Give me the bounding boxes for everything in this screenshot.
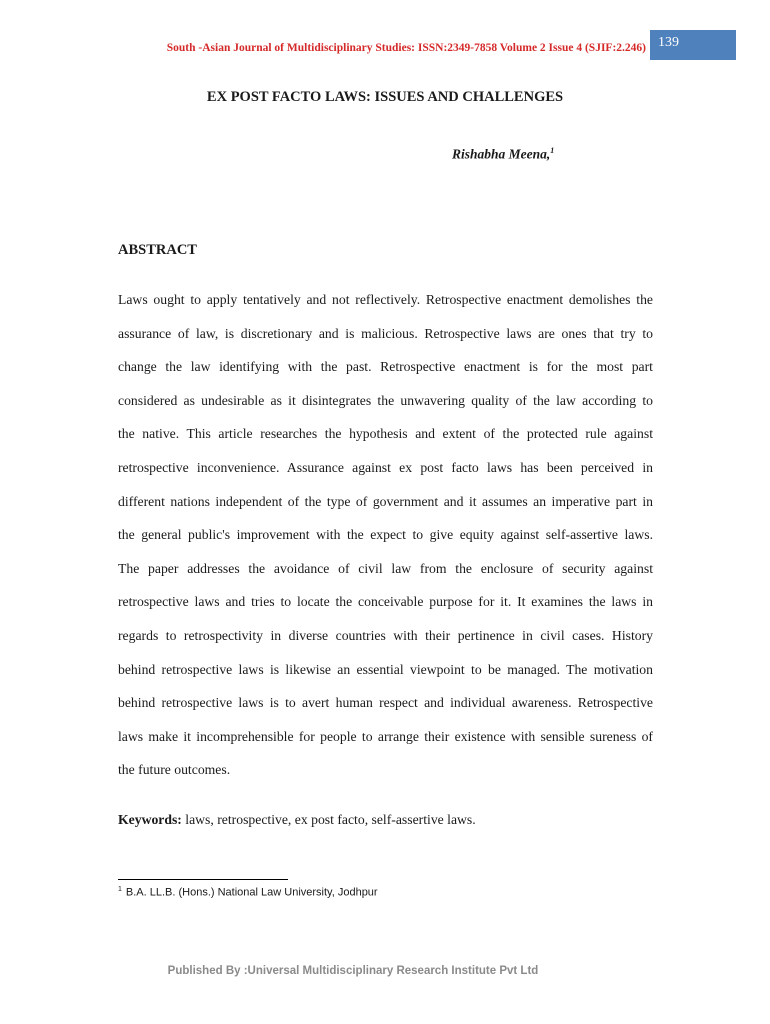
abstract-line: the native. This article researches the hypothesis and extent of the protected rule against bbox=[118, 426, 653, 442]
abstract-line: the general public's improvement with the expect to give equity against self-assertive laws. bbox=[118, 527, 653, 543]
abstract-line: retrospective laws and tries to locate the conceivable purpose for it. It examines the laws in bbox=[118, 594, 653, 610]
abstract-line: The paper addresses the avoidance of civil law from the enclosure of security against bbox=[118, 560, 653, 576]
footnote bbox=[118, 886, 378, 899]
keywords-line bbox=[118, 812, 476, 828]
article-title: EX POST FACTO LAWS: ISSUES AND CHALLENGES bbox=[206, 89, 564, 105]
abstract-line: the future outcomes. bbox=[118, 762, 231, 778]
footnote-marker: 1 bbox=[118, 886, 122, 893]
abstract-line: Laws ought to apply tentatively and not reflectively. Retrospective enactment demolishes the bbox=[118, 292, 653, 307]
author-name: Rishabha Meena, bbox=[452, 146, 551, 162]
abstract-line: considered as undesirable as it disintegrates the unwavering quality of the law according to bbox=[118, 392, 653, 408]
abstract-line: regards to retrospectivity in diverse countries with their pertinence in civil cases. History bbox=[118, 627, 653, 643]
page-number: 139 bbox=[658, 35, 679, 50]
abstract-line: behind retrospective laws is likewise an essential viewpoint to be managed. The motivation bbox=[118, 661, 653, 677]
footnote-divider bbox=[118, 879, 288, 880]
abstract-line: different nations independent of the type of government and it assumes an imperative part in bbox=[118, 493, 653, 509]
keywords-label: Keywords: bbox=[118, 812, 182, 827]
page-number-box bbox=[650, 30, 736, 60]
abstract-line: laws make it incomprehensible for people to arrange their existence with sensible sureness of bbox=[118, 728, 653, 744]
author-footnote-marker: 1 bbox=[550, 146, 555, 155]
keywords-text: laws, retrospective, ex post facto, self-assertive laws. bbox=[181, 812, 476, 827]
journal-header: South -Asian Journal of Multidisciplinary Studies: ISSN:2349-7858 Volume 2 Issue 4 (SJIF:2.246) bbox=[166, 42, 646, 54]
author-line bbox=[452, 146, 554, 163]
abstract-line: assurance of law, is discretionary and is malicious. Retrospective laws are ones that try to bbox=[118, 325, 653, 341]
publisher-footer: Published By :Universal Multidisciplinary Research Institute Pvt Ltd bbox=[167, 965, 539, 977]
footnote-text: B.A. LL.B. (Hons.) National Law University, Jodhpur bbox=[125, 886, 378, 899]
abstract-line: retrospective inconvenience. Assurance against ex post facto laws has been perceived in bbox=[118, 459, 653, 475]
abstract-body bbox=[118, 290, 653, 794]
abstract-heading: ABSTRACT bbox=[118, 242, 197, 258]
abstract-line: change the law identifying with the past. Retrospective enactment is for the most part bbox=[118, 359, 653, 375]
abstract-line: behind retrospective laws is to avert human respect and individual awareness. Retrospective bbox=[118, 695, 653, 711]
